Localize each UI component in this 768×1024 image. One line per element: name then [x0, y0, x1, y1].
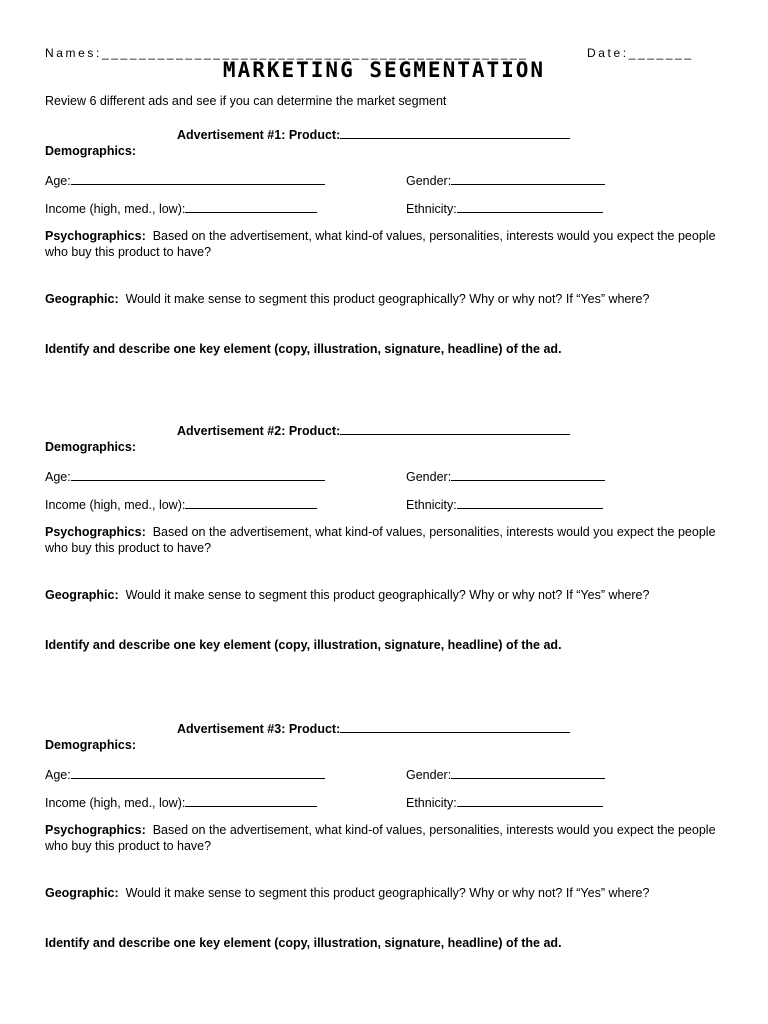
names-blank[interactable]: ______________________________________________	[101, 46, 529, 60]
ethnicity-field: Ethnicity:	[406, 794, 603, 810]
date-label: Date:	[587, 46, 629, 60]
gender-field: Gender:	[406, 468, 605, 484]
gender-field: Gender:	[406, 766, 605, 782]
income-field: Income (high, med., low):	[45, 496, 317, 512]
ethnicity-blank[interactable]	[457, 496, 603, 509]
gender-blank[interactable]	[451, 468, 605, 481]
date-blank[interactable]: _______	[628, 46, 694, 60]
income-field: Income (high, med., low):	[45, 200, 317, 216]
identify-element-question: Identify and describe one key element (copy, illustration, signature, headline) of the ad.	[45, 936, 562, 950]
gender-field: Gender:	[406, 172, 605, 188]
ad-heading: Advertisement #2: Product:	[177, 422, 570, 438]
income-field: Income (high, med., low):	[45, 794, 317, 810]
ad-heading: Advertisement #1: Product:	[177, 126, 570, 142]
page-title: MARKETING SEGMENTATION	[222, 58, 546, 82]
income-blank[interactable]	[185, 794, 317, 807]
income-blank[interactable]	[185, 496, 317, 509]
geographic-question: Geographic: Would it make sense to segment this product geographically? Why or why not? If “Yes” where?	[45, 886, 650, 900]
product-blank[interactable]	[340, 720, 570, 733]
intro-instructions: Review 6 different ads and see if you can determine the market segment	[45, 94, 447, 108]
age-field: Age:	[45, 766, 325, 782]
ad-heading: Advertisement #3: Product:	[177, 720, 570, 736]
demographics-label: Demographics:	[45, 738, 136, 752]
age-field: Age:	[45, 468, 325, 484]
psychographics-question: Psychographics: Based on the advertisement, what kind-of values, personalities, interests would you expect the people who buy this product to have?	[45, 823, 716, 853]
advertisement-section-1	[0, 126, 768, 386]
age-blank[interactable]	[71, 172, 325, 185]
gender-blank[interactable]	[451, 172, 605, 185]
geographic-question: Geographic: Would it make sense to segment this product geographically? Why or why not? If “Yes” where?	[45, 292, 650, 306]
advertisement-section-3	[0, 720, 768, 980]
demographics-label: Demographics:	[45, 144, 136, 158]
names-label: Names:	[45, 46, 102, 60]
income-blank[interactable]	[185, 200, 317, 213]
psychographics-question: Psychographics: Based on the advertisement, what kind-of values, personalities, interests would you expect the people who buy this product to have?	[45, 229, 716, 259]
product-blank[interactable]	[340, 126, 570, 139]
psychographics-question: Psychographics: Based on the advertisement, what kind-of values, personalities, interests would you expect the people who buy this product to have?	[45, 525, 716, 555]
identify-element-question: Identify and describe one key element (copy, illustration, signature, headline) of the ad.	[45, 638, 562, 652]
product-blank[interactable]	[340, 422, 570, 435]
ethnicity-blank[interactable]	[457, 200, 603, 213]
ethnicity-field: Ethnicity:	[406, 200, 603, 216]
age-field: Age:	[45, 172, 325, 188]
advertisement-section-2	[0, 422, 768, 682]
identify-element-question: Identify and describe one key element (copy, illustration, signature, headline) of the ad.	[45, 342, 562, 356]
age-blank[interactable]	[71, 468, 325, 481]
geographic-question: Geographic: Would it make sense to segment this product geographically? Why or why not? If “Yes” where?	[45, 588, 650, 602]
demographics-label: Demographics:	[45, 440, 136, 454]
ethnicity-field: Ethnicity:	[406, 496, 603, 512]
gender-blank[interactable]	[451, 766, 605, 779]
ethnicity-blank[interactable]	[457, 794, 603, 807]
age-blank[interactable]	[71, 766, 325, 779]
